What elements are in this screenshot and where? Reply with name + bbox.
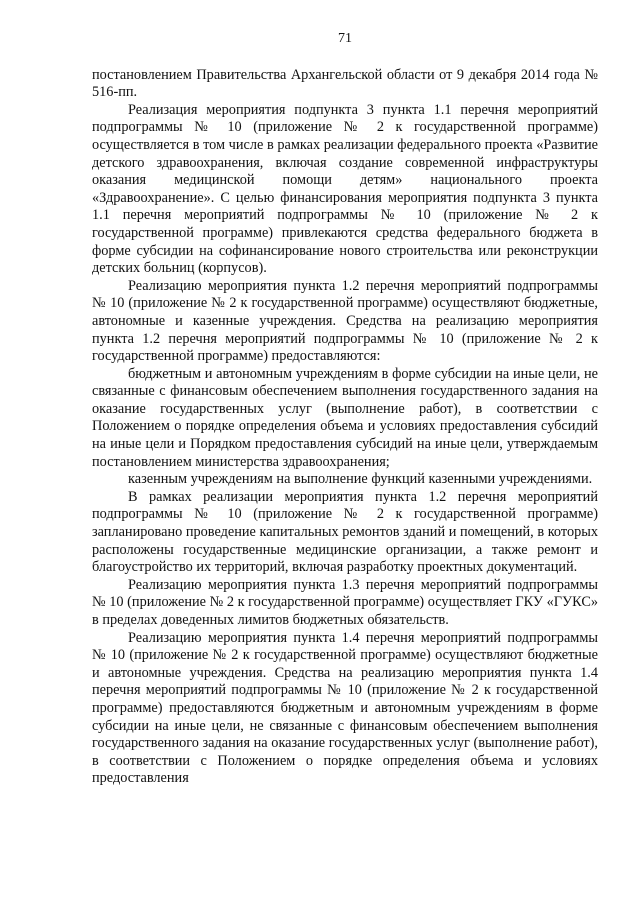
paragraph: бюджетным и автономным учреждениям в форме субсидии на иные цели, не связанные с финансовым обеспечением выполнения государственного задания на оказание государственных услуг (выполнение работ), в соответствии с Положением о порядке определения объема и условиях предоставления субсидий на иные цели и Порядком предоставления субсидий на иные цели, утверждаемым постановлением министерства здравоохранения;: [92, 365, 598, 470]
paragraph: В рамках реализации мероприятия пункта 1.2 перечня мероприятий подпрограммы № 10 (приложение № 2 к государственной программе) запланировано проведение капитальных ремонтов зданий и помещений, в которых расположены государственные медицинские организации, а также ремонт и благоустройство их территорий, включая разработку проектных документаций.: [92, 488, 598, 576]
paragraph: Реализацию мероприятия пункта 1.2 перечня мероприятий подпрограммы № 10 (приложение № 2 к государственной программе) осуществляют бюджетные, автономные и казенные учреждения. Средства на реализацию мероприятия пункта 1.2 перечня мероприятий подпрограммы № 10 (приложение № 2 к государственной программе) предоставляются:: [92, 277, 598, 365]
page-number: 71: [338, 31, 352, 46]
paragraph: постановлением Правительства Архангельской области от 9 декабря 2014 года № 516-пп.: [92, 66, 598, 101]
document-page: [92, 30, 598, 788]
paragraph: казенным учреждениям на выполнение функций казенными учреждениями.: [128, 471, 593, 488]
body-text: [92, 67, 598, 788]
paragraph: Реализация мероприятия подпункта 3 пункта 1.1 перечня мероприятий подпрограммы № 10 (приложение № 2 к государственной программе) осуществляется в том числе в рамках реализации федерального проекта «Развитие детского здравоохранения, включая создание современной инфраструктуры оказания медицинской помощи детям» национального проекта «Здравоохранение». С целью финансирования мероприятия подпункта 3 пункта 1.1 перечня мероприятий подпрограммы № 10 (приложение № 2 к государственной программе) привлекаются средства федерального бюджета в форме субсидии на софинансирование нового строительства или реконструкции детских больниц (корпусов).: [92, 101, 598, 277]
paragraph: Реализацию мероприятия пункта 1.3 перечня мероприятий подпрограммы № 10 (приложение № 2 к государственной программе) осуществляет ГКУ «ГУКС» в пределах доведенных лимитов бюджетных обязательств.: [92, 576, 598, 628]
paragraph: Реализацию мероприятия пункта 1.4 перечня мероприятий подпрограммы № 10 (приложение № 2 к государственной программе) осуществляют бюджетные и автономные учреждения. Средства на реализацию мероприятия пункта 1.4 перечня мероприятий подпрограммы № 10 (приложение № 2 к государственной программе) предоставляются бюджетным и автономным учреждениям в форме субсидии на иные цели, не связанные с финансовым обеспечением выполнения государственного задания на оказание государственных услуг (выполнение работ), в соответствии с Положением о порядке определения объема и условиях предоставления: [92, 629, 598, 787]
